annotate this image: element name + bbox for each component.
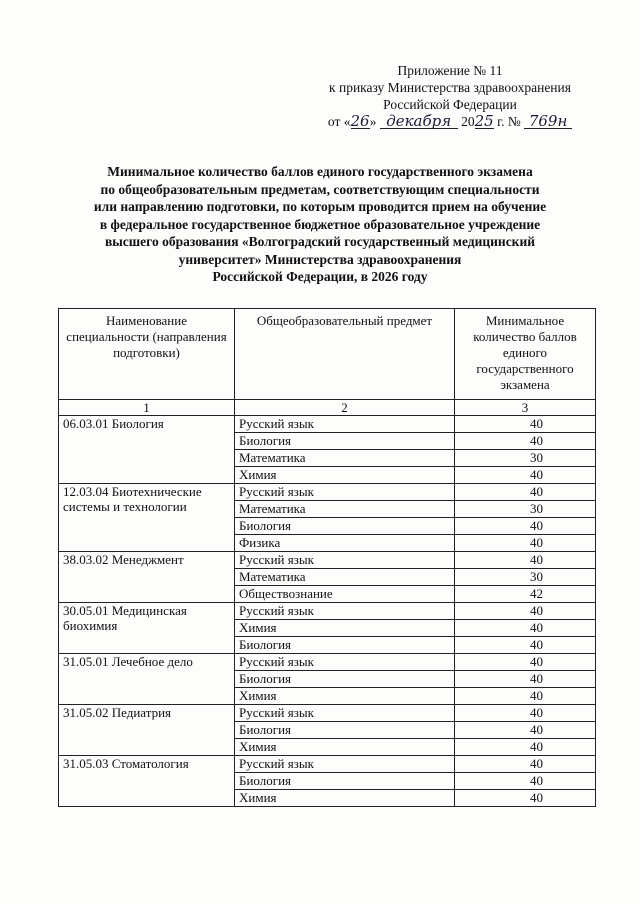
subject-cell: Биология — [235, 433, 455, 450]
table-row — [59, 654, 596, 671]
table-row — [59, 603, 596, 620]
subject-cell: Русский язык — [235, 603, 455, 620]
specialty-cell: 31.05.03 Стоматология — [59, 756, 235, 807]
specialty-cell: 12.03.04 Биотехнические системы и технологии — [59, 484, 235, 552]
column-index: 3 — [455, 400, 596, 416]
year-label: г. № — [497, 114, 521, 129]
score-cell: 30 — [455, 501, 596, 518]
subject-cell: Химия — [235, 688, 455, 705]
score-cell: 40 — [455, 416, 596, 433]
subject-cell: Физика — [235, 535, 455, 552]
specialty-cell: 31.05.01 Лечебное дело — [59, 654, 235, 705]
subject-cell: Химия — [235, 790, 455, 807]
table-row — [59, 552, 596, 569]
table-row — [59, 756, 596, 773]
subject-cell: Русский язык — [235, 756, 455, 773]
score-cell: 40 — [455, 705, 596, 722]
score-cell: 40 — [455, 739, 596, 756]
order-day: 26 — [350, 112, 370, 130]
subject-cell: Химия — [235, 467, 455, 484]
score-cell: 40 — [455, 637, 596, 654]
year-prefix: 20 — [461, 114, 475, 129]
title-line: университет» Министерства здравоохранения — [178, 251, 462, 267]
column-index: 2 — [235, 400, 455, 416]
date-prefix: от « — [327, 114, 351, 129]
subject-cell: Русский язык — [235, 705, 455, 722]
order-reference: к приказу Министерства здравоохранения — [329, 80, 571, 95]
score-cell: 40 — [455, 484, 596, 501]
specialty-cell: 38.03.02 Менеджмент — [59, 552, 235, 603]
score-cell: 40 — [455, 433, 596, 450]
appendix-number: Приложение № 11 — [397, 63, 503, 78]
document-title — [50, 163, 590, 286]
score-cell: 40 — [455, 518, 596, 535]
title-line: высшего образования «Волгоградский государственный медицинский — [104, 234, 536, 249]
score-cell: 40 — [455, 688, 596, 705]
title-line: или направлению подготовки, по которым проводится прием на обучение — [93, 199, 547, 214]
subject-cell: Русский язык — [235, 552, 455, 569]
header-subject: Общеобразовательный предмет — [235, 309, 455, 400]
column-index-row — [59, 400, 596, 416]
subject-cell: Биология — [235, 518, 455, 535]
score-cell: 30 — [455, 450, 596, 467]
subject-cell: Математика — [235, 450, 455, 467]
score-cell: 40 — [455, 535, 596, 552]
title-line: Российской Федерации, в 2026 году — [212, 269, 428, 284]
date-close: » — [369, 114, 377, 129]
score-cell: 40 — [455, 603, 596, 620]
order-date-line — [300, 113, 600, 130]
score-cell: 40 — [455, 467, 596, 484]
score-cell: 40 — [455, 722, 596, 739]
year-suffix: 25 — [474, 112, 494, 130]
subject-cell: Химия — [235, 739, 455, 756]
subject-cell: Русский язык — [235, 654, 455, 671]
title-line: в федеральное государственное бюджетное образовательное учреждение — [99, 216, 541, 232]
score-cell: 40 — [455, 620, 596, 637]
subject-cell: Русский язык — [235, 484, 455, 501]
title-line: Минимальное количество баллов единого государственного экзамена — [107, 164, 533, 179]
specialty-cell: 06.03.01 Биология — [59, 416, 235, 484]
subject-cell: Биология — [235, 722, 455, 739]
header-min-score: Минимальное количество баллов единого государственного экзамена — [455, 309, 596, 400]
score-cell: 40 — [455, 552, 596, 569]
table-body — [59, 416, 596, 807]
subject-cell: Русский язык — [235, 416, 455, 433]
subject-cell: Математика — [235, 501, 455, 518]
header-specialty: Наименование специальности (направления подготовки) — [59, 309, 235, 400]
score-cell: 42 — [455, 586, 596, 603]
table-row — [59, 484, 596, 501]
score-cell: 40 — [455, 654, 596, 671]
score-cell: 40 — [455, 790, 596, 807]
subject-cell: Биология — [235, 773, 455, 790]
scores-table — [58, 308, 596, 807]
appendix-header — [300, 62, 600, 130]
subject-cell: Математика — [235, 569, 455, 586]
order-month: декабря — [380, 114, 458, 129]
subject-cell: Химия — [235, 620, 455, 637]
federation-label: Российской Федерации — [383, 97, 517, 112]
table-header-row — [59, 309, 596, 400]
score-cell: 40 — [455, 756, 596, 773]
score-cell: 30 — [455, 569, 596, 586]
specialty-cell: 30.05.01 Медицинская биохимия — [59, 603, 235, 654]
order-number: 769н — [524, 114, 572, 129]
subject-cell: Обществознание — [235, 586, 455, 603]
table-row — [59, 416, 596, 433]
score-cell: 40 — [455, 671, 596, 688]
title-line: по общеобразовательным предметам, соответствующим специальности — [100, 181, 540, 197]
specialty-cell: 31.05.02 Педиатрия — [59, 705, 235, 756]
subject-cell: Биология — [235, 671, 455, 688]
score-cell: 40 — [455, 773, 596, 790]
table-row — [59, 705, 596, 722]
subject-cell: Биология — [235, 637, 455, 654]
column-index: 1 — [59, 400, 235, 416]
